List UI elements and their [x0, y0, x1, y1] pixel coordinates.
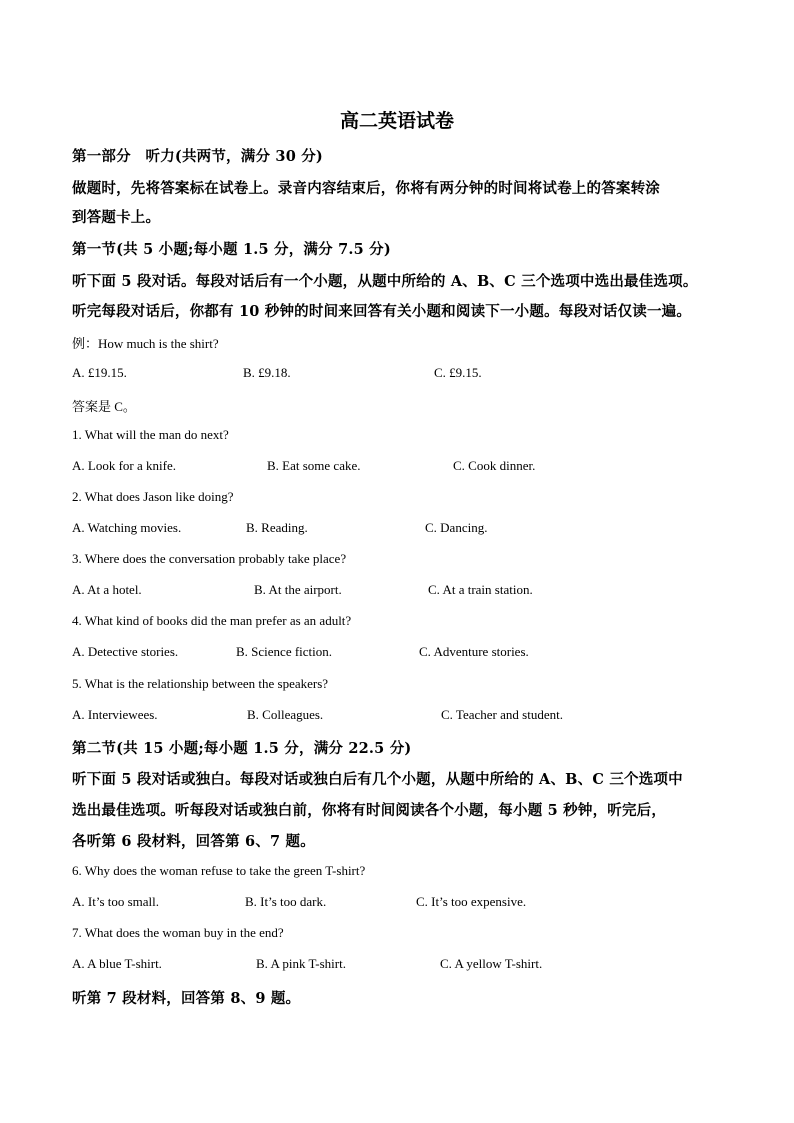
instructions-line-1: 做题时，先将答案标在试卷上。录音内容结束后，你将有两分钟的时间将试卷上的答案转涂 [72, 180, 660, 197]
question-4-option-b: B. Science fiction. [236, 644, 333, 659]
question-7-option-a: A. A blue T-shirt. [72, 956, 162, 971]
question-4: 4. What kind of books did the man prefer as an adult? [72, 613, 352, 628]
question-3-option-b: B. At the airport. [254, 582, 342, 597]
question-1-option-c: C. Cook dinner. [453, 458, 536, 473]
question-6-option-c: C. It’s too expensive. [416, 894, 527, 909]
instructions-line-2: 到答题卡上。 [72, 209, 161, 226]
question-2-option-c: C. Dancing. [425, 520, 488, 535]
question-5-option-c: C. Teacher and student. [441, 707, 563, 722]
question-7: 7. What does the woman buy in the end? [72, 925, 284, 940]
question-4-option-a: A. Detective stories. [72, 644, 179, 659]
question-1-option-a: A. Look for a knife. [72, 458, 176, 473]
part1-header: 第一部分 听力(共两节，满分 30 分) [72, 148, 323, 165]
question-6: 6. Why does the woman refuse to take the green T-shirt? [72, 863, 366, 878]
question-5-option-a: A. Interviewees. [72, 707, 158, 722]
question-6-option-a: A. It’s too small. [72, 894, 160, 909]
example-answer: 答案是 C。 [72, 399, 136, 414]
question-3-option-a: A. At a hotel. [72, 582, 142, 597]
example-option-c: C. £9.15. [434, 365, 482, 380]
page-title: 高二英语试卷 [339, 110, 454, 132]
question-1-option-b: B. Eat some cake. [267, 458, 361, 473]
example-question: 例：How much is the shirt? [72, 336, 219, 351]
section2-header: 第二节(共 15 小题;每小题 1.5 分，满分 22.5 分) [72, 740, 412, 757]
question-7-option-c: C. A yellow T-shirt. [440, 956, 543, 971]
example-option-a: A. £19.15. [72, 365, 127, 380]
section2-instructions-line-2: 选出最佳选项。听每段对话或独白前，你将有时间阅读各个小题，每小题 5 秒钟，听完后， [72, 802, 667, 819]
section2-instructions-line-3: 各听第 6 段材料，回答第 6、7 题。 [72, 833, 315, 850]
question-4-option-c: C. Adventure stories. [419, 644, 529, 659]
question-5: 5. What is the relationship between the speakers? [72, 676, 329, 691]
section1-instructions-line-2: 听完每段对话后，你都有 10 秒钟的时间来回答有关小题和阅读下一小题。每段对话仅读一遍。 [72, 303, 692, 320]
question-3: 3. Where does the conversation probably take place? [72, 551, 347, 566]
question-1: 1. What will the man do next? [72, 427, 229, 442]
question-2-option-a: A. Watching movies. [72, 520, 182, 535]
section1-header: 第一节(共 5 小题;每小题 1.5 分，满分 7.5 分) [72, 241, 391, 258]
question-2-option-b: B. Reading. [246, 520, 308, 535]
section2-instructions-line-1: 听下面 5 段对话或独白。每段对话或独白后有几个小题，从题中所给的 A、B、C 三个选项中 [72, 771, 683, 788]
question-5-option-b: B. Colleagues. [247, 707, 324, 722]
question-2: 2. What does Jason like doing? [72, 489, 234, 504]
example-option-b: B. £9.18. [243, 365, 291, 380]
section1-instructions-line-1: 听下面 5 段对话。每段对话后有一个小题，从题中所给的 A、B、C 三个选项中选出最佳选项。 [72, 273, 698, 290]
question-3-option-c: C. At a train station. [428, 582, 533, 597]
question-6-option-b: B. It’s too dark. [245, 894, 327, 909]
material7-header: 听第 7 段材料，回答第 8、9 题。 [72, 990, 301, 1007]
question-7-option-b: B. A pink T-shirt. [256, 956, 346, 971]
